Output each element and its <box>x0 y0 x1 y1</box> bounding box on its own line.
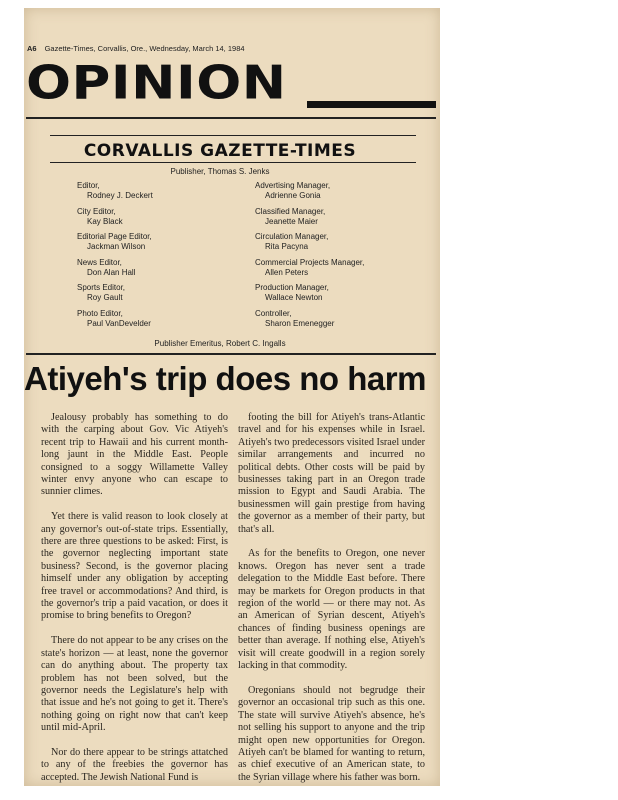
staff-name: Roy Gault <box>87 293 123 302</box>
staff-name: Sharon Emenegger <box>265 318 335 328</box>
paragraph: footing the bill for Atiyeh's trans-Atlantic travel and for his expenses while in Israel. Atiyeh's two predecessors visited Israel under similar arrangements and incurred no political debts. Other costs will be paid by businesses taking part in an Oregon trade mission to Egypt and Saudi Arabia. The businessmen will gain prestige from having the governor as a member of their party, but that's all. <box>238 412 425 535</box>
paragraph: Yet there is valid reason to look closely at any governor's out-of-state trips. Essentially, there are three questions to be asked: First, is the governor neglecting important state business? Second, is the governor placing himself under any obligation by accepting free travel or accommodations? And third, is the governor's trip a paid vacation, or does it promise to bring benefits to Oregon? <box>41 511 228 622</box>
divider <box>26 117 436 119</box>
paragraph: As for the benefits to Oregon, one never knows. Oregon has never sent a trade delegation to the Middle East before. There may be markets for Oregon products in that region of the world — or there may not. As an American of Syrian descent, Atiyeh's chances of finding business openings are better than average. If nothing else, Atiyeh's visit will create goodwill in a region sorely lacking in that commodity. <box>238 548 425 672</box>
editorial-headline: Atiyeh's trip does no harm <box>24 360 426 397</box>
section-rule <box>307 101 436 108</box>
staff-name: Kay Black <box>87 216 123 226</box>
staff-entry <box>77 207 153 233</box>
folio-line <box>27 44 387 53</box>
staff-role: Controller, <box>255 308 292 318</box>
dateline: Gazette-Times, Corvallis, Ore., Wednesday, March 14, 1984 <box>44 44 245 53</box>
staff-list-left <box>77 181 153 334</box>
staff-role: Commercial Projects Manager, <box>255 257 365 267</box>
editorial-column-left <box>41 412 228 797</box>
masthead <box>0 141 440 161</box>
staff-role: Editor, <box>77 181 100 190</box>
staff-name: Allen Peters <box>265 267 309 277</box>
headline-rule <box>26 353 436 355</box>
staff-name: Don Alan Hall <box>87 267 136 277</box>
staff-entry <box>255 283 364 309</box>
staff-role: Production Manager, <box>255 283 329 292</box>
staff-entry <box>77 232 153 258</box>
staff-name: Rita Pacyna <box>265 242 309 251</box>
staff-role: Advertising Manager, <box>255 181 331 190</box>
staff-entry <box>77 181 153 207</box>
paragraph: Nor do there appear to be strings attatched to any of the freebies the governor has accepted. The Jewish National Fund is <box>41 746 228 783</box>
staff-entry <box>255 207 364 233</box>
publisher-line: Publisher, Thomas S. Jenks <box>170 167 270 176</box>
staff-role: City Editor, <box>77 206 116 216</box>
paragraph: There do not appear to be any crises on the state's horizon — at least, none the governor can do anything about. The property tax problem has not been solved, but the governor needs the Legislature's help with that issue and he's not going to get it. There's nothing going on right now that can't keep until mid-April. <box>41 635 228 734</box>
page-number: A6 <box>27 44 37 53</box>
staff-role: Editorial Page Editor, <box>77 232 152 241</box>
staff-entry <box>255 258 364 284</box>
staff-role: Sports Editor, <box>77 283 126 292</box>
staff-role: Circulation Manager, <box>255 232 329 241</box>
editorial-column-right <box>238 412 425 797</box>
staff-name: Wallace Newton <box>265 293 323 302</box>
staff-role: News Editor, <box>77 257 122 267</box>
staff-name: Adrienne Gonia <box>265 191 321 200</box>
staff-role: Photo Editor, <box>77 308 123 318</box>
staff-name: Rodney J. Deckert <box>87 191 153 200</box>
masthead-top-rule <box>50 135 416 136</box>
staff-name: Jackman Wilson <box>87 242 146 251</box>
staff-name: Jeanette Maier <box>265 216 318 226</box>
publisher-emeritus-line: Publisher Emeritus, Robert C. Ingalls <box>154 339 286 348</box>
paragraph: Jealousy probably has something to do with the carping about Gov. Vic Atiyeh's recent trip to Hawaii and his current month-long jaunt in the Middle East. People consigned to a soggy Willamette Valley winter envy anyone who can escape to sunnier climes. <box>41 412 228 498</box>
staff-entry <box>255 309 364 335</box>
masthead-name: CORVALLIS GAZETTE-TIMES <box>83 141 357 161</box>
section-title: OPINION <box>26 56 287 111</box>
staff-list-right <box>255 181 364 334</box>
staff-entry <box>77 283 153 309</box>
paragraph: Oregonians should not begrudge their governor an occasional trip such as this one. The state will survive Atiyeh's absence, he's not selling his support to anyone and the trip might open new opportunities for Oregon. Atiyeh can't be blamed for wanting to return, as chief executive of an American state, to the Syrian village where his father was born. <box>238 684 425 783</box>
staff-entry <box>255 181 364 207</box>
staff-entry <box>77 258 153 284</box>
staff-entry <box>255 232 364 258</box>
masthead-bottom-rule <box>50 162 416 163</box>
staff-role: Classified Manager, <box>255 206 326 216</box>
staff-entry <box>77 309 153 335</box>
staff-name: Paul VanDevelder <box>87 318 151 328</box>
